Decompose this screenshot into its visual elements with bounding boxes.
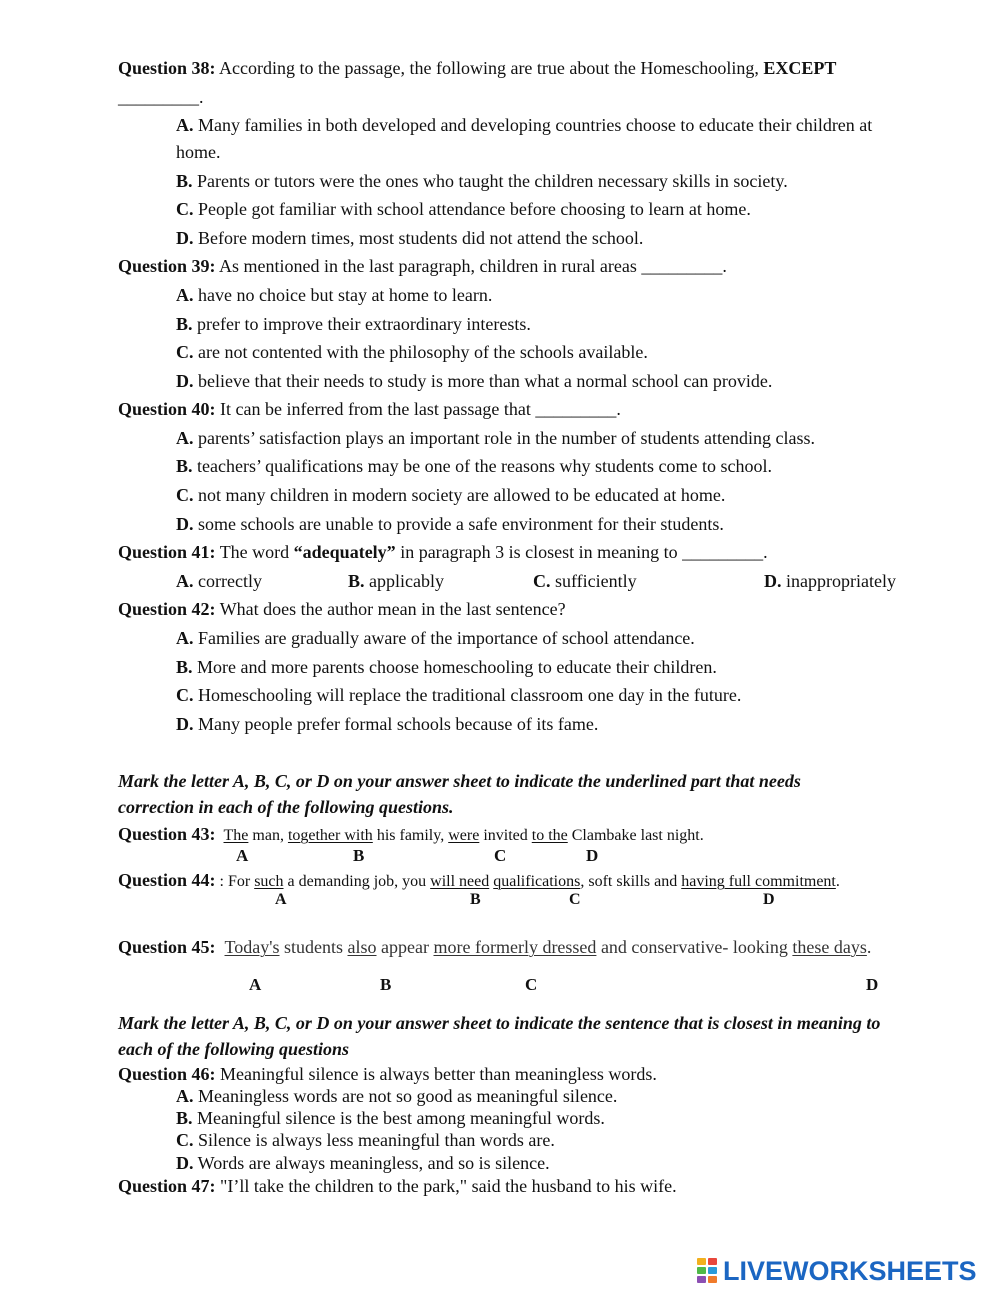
question-label: Question 42:: [118, 599, 216, 619]
underlined-part-b: together with: [287, 827, 373, 844]
part-letter-d: D: [763, 891, 775, 908]
question-label: Question 43:: [118, 824, 216, 844]
question-label: Question 47:: [118, 1176, 216, 1196]
option-d: D. Words are always meaningless, and so is silence.: [176, 1153, 550, 1173]
part-letter-c: C: [569, 891, 581, 908]
part-letter-b: B: [353, 846, 365, 865]
question-38-stem: [118, 58, 836, 79]
underlined-part-a: Today's: [224, 937, 280, 957]
option-a: A. have no choice but stay at home to learn.: [176, 285, 493, 305]
question-text: What does the author mean in the last sentence?: [215, 599, 566, 619]
question-label: Question 44:: [118, 870, 216, 890]
question-39-stem: [118, 256, 727, 277]
liveworksheets-logo: [697, 1253, 997, 1289]
question-47-stem: [118, 1176, 677, 1197]
underlined-part-c: qualifications: [493, 873, 581, 890]
option-d: D. inappropriately: [764, 571, 896, 591]
option-d: D. Before modern times, most students did not attend the school.: [176, 228, 644, 248]
question-label: Question 40:: [118, 399, 216, 419]
option-b: B. More and more parents choose homeschooling to educate their children.: [176, 657, 717, 677]
underlined-part-a: The: [223, 827, 249, 844]
option-c: C. are not contented with the philosophy of the schools available.: [176, 342, 648, 362]
option-b: B. teachers’ qualifications may be one of the reasons why students come to school.: [176, 456, 773, 476]
instruction-line: Mark the letter A, B, C, or D on your answer sheet to indicate the underlined part that needs: [118, 771, 801, 791]
logo-text: LIVEWORKSHEETS: [723, 1255, 977, 1286]
question-text: It can be inferred from the last passage that _________.: [215, 399, 621, 419]
part-letter-a: A: [275, 891, 287, 908]
part-letter-c: C: [525, 975, 538, 994]
question-text: According to the passage, the following are true about the Homeschooling,: [215, 58, 764, 78]
part-letter-b: B: [380, 975, 392, 994]
question-46-stem: [118, 1064, 657, 1085]
underlined-part-d: to the: [531, 827, 568, 844]
option-c: C. sufficiently: [533, 571, 637, 591]
underlined-part-c: more formerly dressed: [433, 937, 597, 957]
underlined-part-b: also: [347, 937, 377, 957]
option-b: B. Parents or tutors were the ones who taught the children necessary skills in society.: [176, 171, 788, 191]
option-a: A. parents’ satisfaction plays an important role in the number of students attending class.: [176, 428, 816, 448]
underlined-part-d: having full commitment: [681, 873, 836, 890]
option-a: A. Many families in both developed and developing countries choose to educate their children at: [176, 115, 873, 135]
part-letter-a: A: [236, 846, 249, 865]
question-42-stem: [118, 599, 566, 620]
liveworksheets-logo-icon: [697, 1258, 719, 1284]
question-label: Question 41:: [118, 542, 216, 562]
instruction-line: correction in each of the following questions.: [118, 797, 454, 817]
emphasis-word: “adequately”: [293, 542, 396, 562]
instruction-line: each of the following questions: [118, 1039, 350, 1059]
question-label: Question 39:: [118, 256, 216, 276]
question-44-stem: Question 44: : For such a demanding job, you will need qualifications, soft skills and having full commitment.: [118, 870, 840, 890]
option-a: A. correctly: [176, 571, 262, 591]
underlined-part-b: will need: [430, 873, 490, 890]
option-c: C. Homeschooling will replace the traditional classroom one day in the future.: [176, 685, 742, 705]
part-letter-c: C: [494, 846, 507, 865]
option-b: B. applicably: [348, 571, 444, 591]
question-41-stem: Question 41: The word “adequately” in paragraph 3 is closest in meaning to _________.: [118, 542, 768, 562]
option-d: D. believe that their needs to study is more than what a normal school can provide.: [176, 371, 773, 391]
part-letter-a: A: [249, 975, 262, 994]
answer-blank: _________.: [118, 87, 204, 107]
option-b: B. Meaningful silence is the best among meaningful words.: [176, 1108, 605, 1128]
option-a-continued: home.: [176, 142, 221, 162]
underlined-part-d: these days: [792, 937, 867, 957]
option-a: A. Families are gradually aware of the importance of school attendance.: [176, 628, 695, 648]
question-text: As mentioned in the last paragraph, children in rural areas _________.: [215, 256, 727, 276]
part-letter-b: B: [470, 891, 481, 908]
question-43-stem: Question 43: The man, together with his family, were invited to the Clambake last night.: [118, 824, 704, 844]
question-text: "I’ll take the children to the park," said the husband to his wife.: [215, 1176, 677, 1196]
underlined-part-c: were: [448, 827, 480, 844]
instruction-line: Mark the letter A, B, C, or D on your answer sheet to indicate the sentence that is closest in meaning to: [118, 1013, 881, 1033]
option-c: C. Silence is always less meaningful than words are.: [176, 1130, 555, 1150]
option-d: D. some schools are unable to provide a safe environment for their students.: [176, 514, 724, 534]
question-45-stem: Question 45: Today's students also appear more formerly dressed and conservative- looking these days.: [118, 937, 872, 957]
part-letter-d: D: [866, 975, 879, 994]
question-label: Question 46:: [118, 1064, 216, 1084]
question-label: Question 45:: [118, 937, 216, 957]
option-a: A. Meaningless words are not so good as meaningful silence.: [176, 1086, 618, 1106]
question-40-stem: [118, 399, 621, 420]
underlined-part-a: such: [254, 873, 284, 890]
option-c: C. People got familiar with school attendance before choosing to learn at home.: [176, 199, 751, 219]
option-b: B. prefer to improve their extraordinary interests.: [176, 314, 531, 334]
question-text: Meaningful silence is always better than meaningless words.: [215, 1064, 657, 1084]
option-d: D. Many people prefer formal schools because of its fame.: [176, 714, 599, 734]
question-label: Question 38:: [118, 58, 216, 78]
part-letter-d: D: [586, 846, 599, 865]
emphasis-text: EXCEPT: [763, 58, 837, 78]
option-c: C. not many children in modern society are allowed to be educated at home.: [176, 485, 726, 505]
